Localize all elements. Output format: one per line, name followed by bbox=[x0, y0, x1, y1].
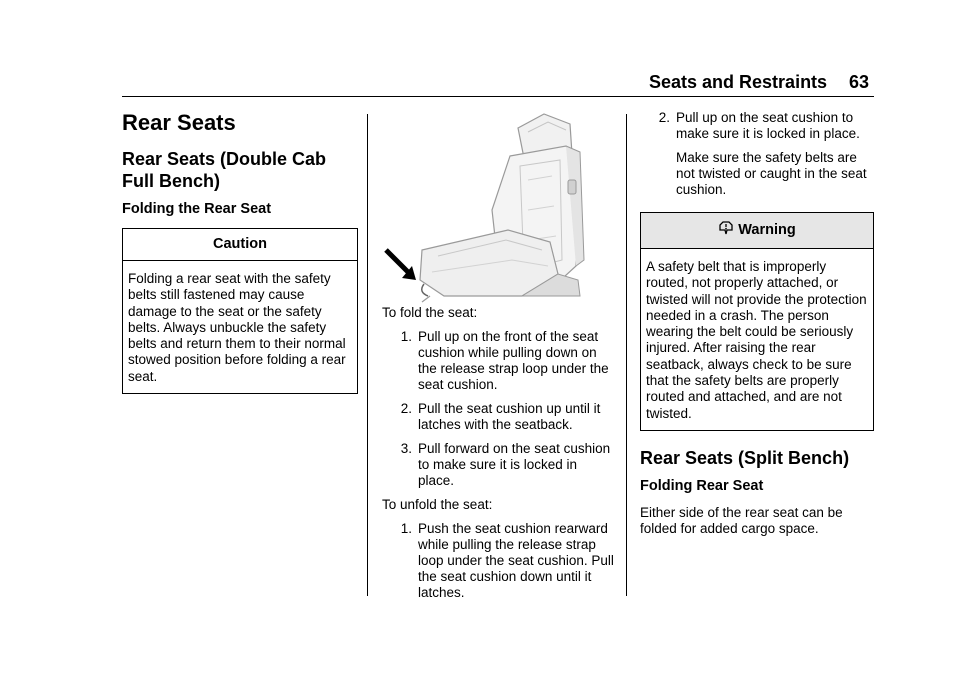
unfold-steps bbox=[382, 521, 616, 601]
caution-box bbox=[122, 228, 358, 394]
column-divider bbox=[367, 114, 368, 596]
section-title: Seats and Restraints bbox=[649, 72, 828, 92]
column-3 bbox=[640, 110, 874, 545]
step-note: Make sure the safety belts are not twisted or caught in the seat cushion. bbox=[676, 150, 867, 197]
warning-label: Warning bbox=[738, 222, 796, 238]
step-text: Pull forward on the seat cushion to make sure it is locked in place. bbox=[418, 441, 611, 488]
section-heading: Rear Seats (Split Bench) bbox=[640, 447, 850, 468]
rear-seat-image bbox=[382, 110, 616, 305]
page-heading: Rear Seats bbox=[122, 110, 236, 135]
page-header bbox=[122, 66, 874, 97]
step-text: Pull up on the seat cushion to make sure it is locked in place. bbox=[676, 110, 860, 141]
list-item bbox=[382, 401, 616, 433]
section-text: Either side of the rear seat can be folded for added cargo space. bbox=[640, 504, 843, 536]
column-1 bbox=[122, 110, 358, 394]
step-text: Pull the seat cushion up until it latches with the seatback. bbox=[418, 401, 601, 432]
unfold-intro: To unfold the seat: bbox=[382, 497, 493, 512]
caution-label: Caution bbox=[123, 229, 357, 261]
list-item bbox=[382, 441, 616, 489]
fold-intro: To fold the seat: bbox=[382, 305, 478, 320]
step-number: 3. bbox=[400, 441, 412, 456]
step-text: Push the seat cushion rearward while pulling the release strap loop under the seat cushion. Pull the seat cushion down until it latches. bbox=[418, 521, 614, 600]
subsection-heading: Folding Rear Seat bbox=[640, 477, 764, 494]
column-2 bbox=[382, 110, 616, 609]
step-number: 2. bbox=[400, 401, 412, 416]
step-text: Pull up on the front of the seat cushion while pulling down on the release strap loop under the seat cushion. bbox=[418, 329, 609, 392]
step-number: 1. bbox=[400, 329, 412, 344]
step-number: 2. bbox=[658, 110, 670, 125]
section-heading: Rear Seats (Double Cab Full Bench) bbox=[122, 149, 327, 191]
list-item bbox=[382, 329, 616, 393]
caution-text: Folding a rear seat with the safety belts still fastened may cause damage to the seat or the safety belts. Always unbuckle the safety belts and return them to their normal stowed position before folding a rear seat. bbox=[128, 271, 346, 384]
step-number: 1. bbox=[400, 521, 412, 536]
list-item bbox=[382, 521, 616, 601]
warning-box bbox=[640, 212, 874, 431]
warning-header bbox=[641, 213, 873, 249]
fold-steps bbox=[382, 329, 616, 489]
list-item bbox=[640, 110, 874, 142]
warning-text: A safety belt that is improperly routed, not properly attached, or twisted will not provide the protection needed in a crash. The person wearing the belt could be seriously injured. After raising the rear seatback, always check to be sure that the safety belts are properly routed and attached, and are not twisted. bbox=[646, 259, 867, 421]
page-number: 63 bbox=[849, 72, 870, 92]
seat-illustration bbox=[382, 110, 616, 305]
column-divider bbox=[626, 114, 627, 596]
subsection-heading: Folding the Rear Seat bbox=[122, 201, 272, 217]
warning-icon bbox=[718, 224, 738, 240]
